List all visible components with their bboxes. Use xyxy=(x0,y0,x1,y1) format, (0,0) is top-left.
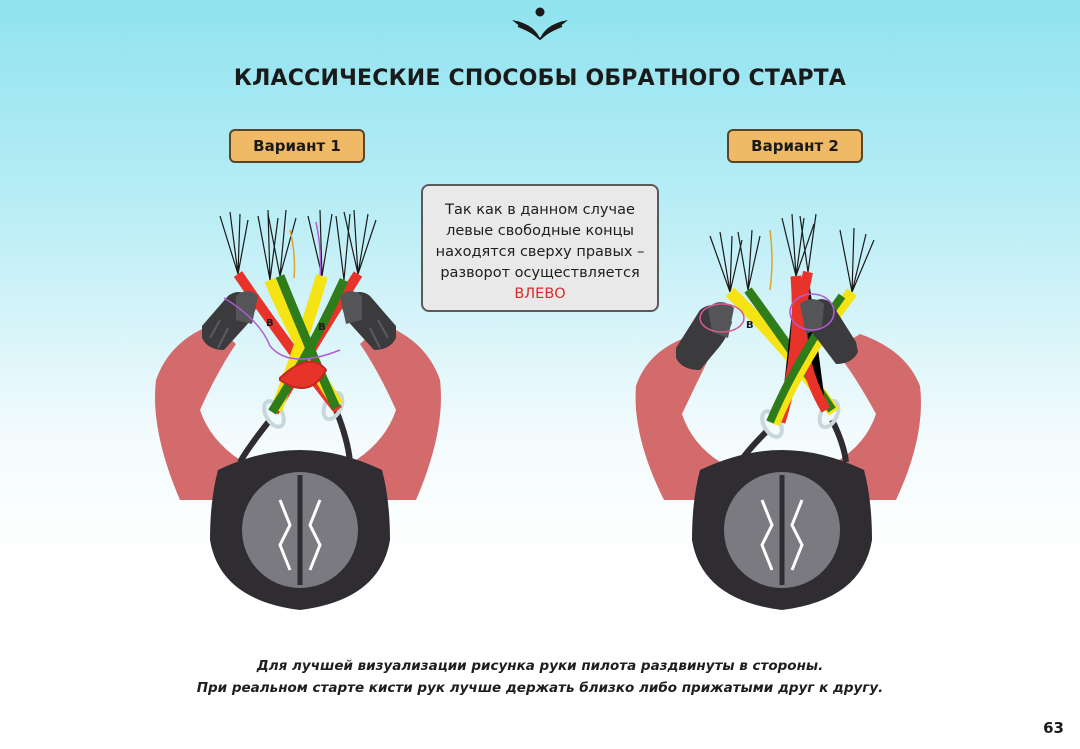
turn-direction-text: ВЛЕВО xyxy=(514,286,566,302)
glove-icon xyxy=(676,302,734,370)
variant-2-label: Вариант 2 xyxy=(727,129,863,163)
note-line: разворот осуществляется xyxy=(440,265,640,281)
page-number: 63 xyxy=(1043,719,1064,737)
caption-line: Для лучшей визуализации рисунка руки пилота раздвинуты в стороны. xyxy=(256,658,824,674)
note-line: левые свободные концы xyxy=(446,223,634,239)
helmet-icon xyxy=(724,472,840,588)
logo-icon xyxy=(510,6,570,40)
riser-label: B xyxy=(746,320,754,331)
pilot-illustration-variant-1 xyxy=(140,200,470,620)
note-line: Так как в данном случае xyxy=(445,202,635,218)
suspension-lines xyxy=(220,210,376,280)
variant-1-label: Вариант 1 xyxy=(229,129,365,163)
glove-icon xyxy=(202,291,258,350)
caption xyxy=(0,655,1080,699)
page-title: КЛАССИЧЕСКИЕ СПОСОБЫ ОБРАТНОГО СТАРТА xyxy=(233,66,847,91)
caption-line: При реальном старте кисти рук лучше держать близко либо прижатыми друг к другу. xyxy=(196,680,884,696)
glove-icon xyxy=(340,291,396,350)
note-line: находятся сверху правых – xyxy=(435,244,645,260)
riser-label: B xyxy=(266,318,274,329)
riser-label: B xyxy=(318,322,326,333)
helmet-icon xyxy=(242,472,358,588)
pilot-illustration-variant-2 xyxy=(620,200,950,620)
